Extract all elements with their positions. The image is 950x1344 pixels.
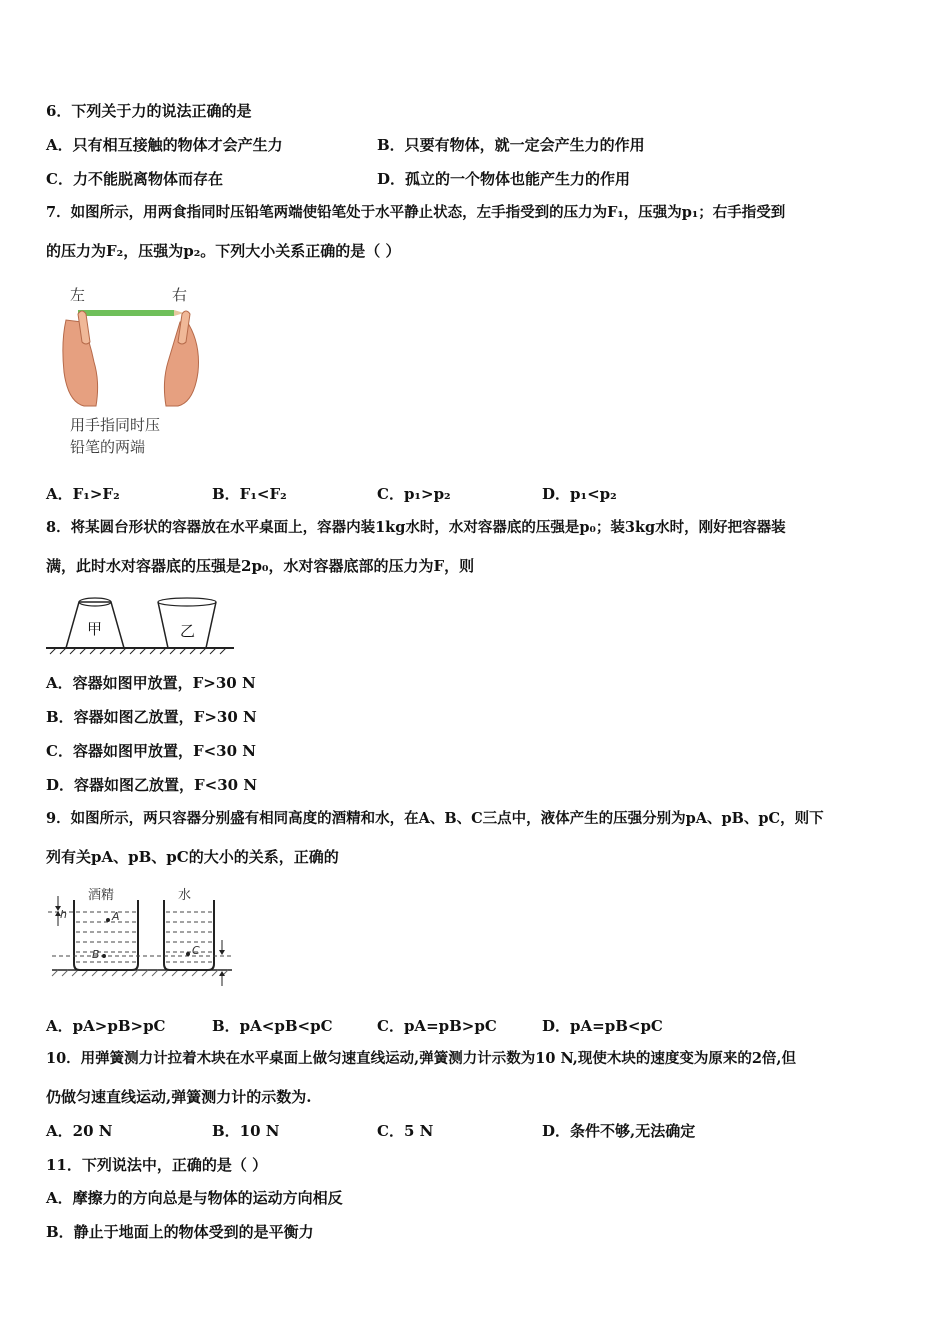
q10-stem-line1: 10．用弹簧测力计拉着木块在水平桌面上做匀速直线运动,弹簧测力计示数为10 N,现使木块的速度变为原来的2倍,但 (46, 1050, 796, 1067)
q8-stem-line2: 满，此时水对容器底的压强是2p₀，水对容器底部的压力为F，则 (46, 557, 475, 575)
frustum-containers-figure (46, 592, 236, 657)
q8-option-d: D．容器如图乙放置，F<30 N (46, 776, 258, 794)
q8-option-c: C．容器如图甲放置，F<30 N (46, 742, 256, 760)
q10-option-d: D．条件不够,无法确定 (542, 1122, 696, 1140)
fig-label-right: 右 (172, 286, 188, 304)
point-label-c: C (192, 944, 200, 957)
q11-option-a: A．摩擦力的方向总是与物体的运动方向相反 (46, 1189, 343, 1207)
q9-option-a: A．pA>pB>pC (46, 1017, 166, 1035)
q6-option-a: A．只有相互接触的物体才会产生力 (46, 136, 283, 154)
q9-option-d: D．pA=pB<pC (542, 1017, 663, 1035)
q10-option-a: A．20 N (46, 1122, 113, 1140)
q11-stem: 11．下列说法中，正确的是（ ） (46, 1156, 268, 1174)
q8-option-a: A．容器如图甲放置，F>30 N (46, 674, 256, 692)
q11-option-b: B．静止于地面上的物体受到的是平衡力 (46, 1223, 314, 1241)
q7-stem-line1: 7．如图所示，用两食指同时压铅笔两端使铅笔处于水平静止状态，左手指受到的压力为F₁，压强为p₁；右手指受到 (46, 204, 786, 221)
q9-option-b: B．pA<pB<pC (212, 1017, 333, 1035)
q7-option-c: C．p₁>p₂ (377, 485, 451, 503)
q6-option-d: D．孤立的一个物体也能产生力的作用 (377, 170, 631, 188)
height-label-h: h (60, 908, 67, 921)
q9-stem-line2: 列有关pA、pB、pC的大小的关系，正确的 (46, 848, 339, 866)
q7-option-a: A．F₁>F₂ (46, 485, 120, 503)
fig-caption-line2: 铅笔的两端 (70, 438, 146, 456)
beakers-illustration (46, 882, 236, 997)
q6-option-b: B．只要有物体，就一定会产生力的作用 (377, 136, 645, 154)
q7-option-b: B．F₁<F₂ (212, 485, 287, 503)
q10-option-b: B．10 N (212, 1122, 280, 1140)
q10-stem-line2: 仍做匀速直线运动,弹簧测力计的示数为. (46, 1088, 312, 1106)
q7-option-d: D．p₁<p₂ (542, 485, 617, 503)
fig-caption-line1: 用手指同时压 (70, 416, 161, 434)
container-label-yi: 乙 (180, 622, 196, 640)
beaker-label-alcohol: 酒精 (88, 888, 115, 903)
container-label-jia: 甲 (87, 620, 103, 638)
q10-option-c: C．5 N (377, 1122, 434, 1140)
alcohol-water-figure (46, 882, 236, 997)
q6-stem: 6．下列关于力的说法正确的是 (46, 102, 252, 120)
q9-stem-line1: 9．如图所示，两只容器分别盛有相同高度的酒精和水，在A、B、C三点中，液体产生的压强分别为pA、pB、pC，则下 (46, 810, 824, 827)
q8-stem-line1: 8．将某圆台形状的容器放在水平桌面上，容器内装1kg水时，水对容器底的压强是p₀；装3kg水时，刚好把容器装 (46, 519, 786, 536)
hands-pencil-illustration (56, 302, 216, 432)
q7-stem-line2: 的压力为F₂，压强为p₂。下列大小关系正确的是（ ） (46, 242, 401, 260)
q6-option-c: C．力不能脱离物体而存在 (46, 170, 223, 188)
point-label-a: A (112, 910, 120, 923)
fig-label-left: 左 (70, 286, 86, 304)
beaker-label-water: 水 (178, 888, 192, 903)
q9-option-c: C．pA=pB>pC (377, 1017, 497, 1035)
point-label-b: B (92, 948, 100, 961)
containers-illustration (46, 592, 236, 657)
q8-option-b: B．容器如图乙放置，F>30 N (46, 708, 257, 726)
pencil-fingers-figure (56, 282, 216, 462)
